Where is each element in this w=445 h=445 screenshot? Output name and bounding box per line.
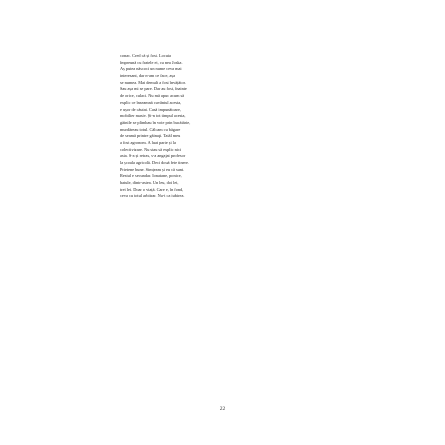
text-line: împreună cu fratele ei, cu nea Joska. [120, 59, 183, 65]
text-line: interesant, dar n-am ce face, așa [120, 73, 175, 79]
text-line: trei lei. Doar o viață. Care e, în fond, [120, 186, 184, 192]
text-line: batule, dintr-astea. Un leu, doi lei, [120, 180, 179, 186]
text-line: conac. Cred că și fost. Locuia [120, 53, 171, 58]
text-line: la școala agricolă. Deci două fete tinere. [120, 160, 189, 165]
text-line: murdăreau totul. Călcam cu băgare [120, 126, 181, 132]
text-line: asta. S-a și retras, s-a angajat profesor [120, 153, 186, 159]
text-column [120, 53, 270, 200]
text-line: Sau așa mi se pare. Dar au fost, înainte [120, 86, 187, 92]
text-line: se numea. Mai demult a fost învățător. [120, 79, 186, 85]
text-line: a fost agronom. A luat parte și la [120, 139, 176, 145]
text-line: explic ce înseamnă cuvântul acesta, [120, 99, 182, 105]
text-line: Restul e secundar. Ionatane, ponice, [120, 173, 182, 179]
text-line: găinile se plimbau în voie prin bucătărie, [120, 119, 191, 125]
text-line: ceva cu totul arbitrar. Nu-i ca iubirea. [120, 193, 185, 199]
text-line: colectivizare. Nu stau să explic nici [120, 146, 182, 152]
text-line: Aș putea născoci un nume ceva mai [120, 66, 182, 72]
page-number: 22 [219, 406, 226, 412]
text-line: Prietene bune. Simțeam și eu că sunt. [120, 166, 185, 172]
text-line: e ușor de căutat. Casă impunătoare, [120, 106, 181, 112]
text-line: mobilier masiv. Și-n tot timpul acesta, [120, 113, 186, 119]
text-line: de orice, culaci. Nu mă apuc acum să [120, 93, 185, 99]
text-line: de seamă printre găinaţi. Tatăl meu [120, 133, 181, 139]
